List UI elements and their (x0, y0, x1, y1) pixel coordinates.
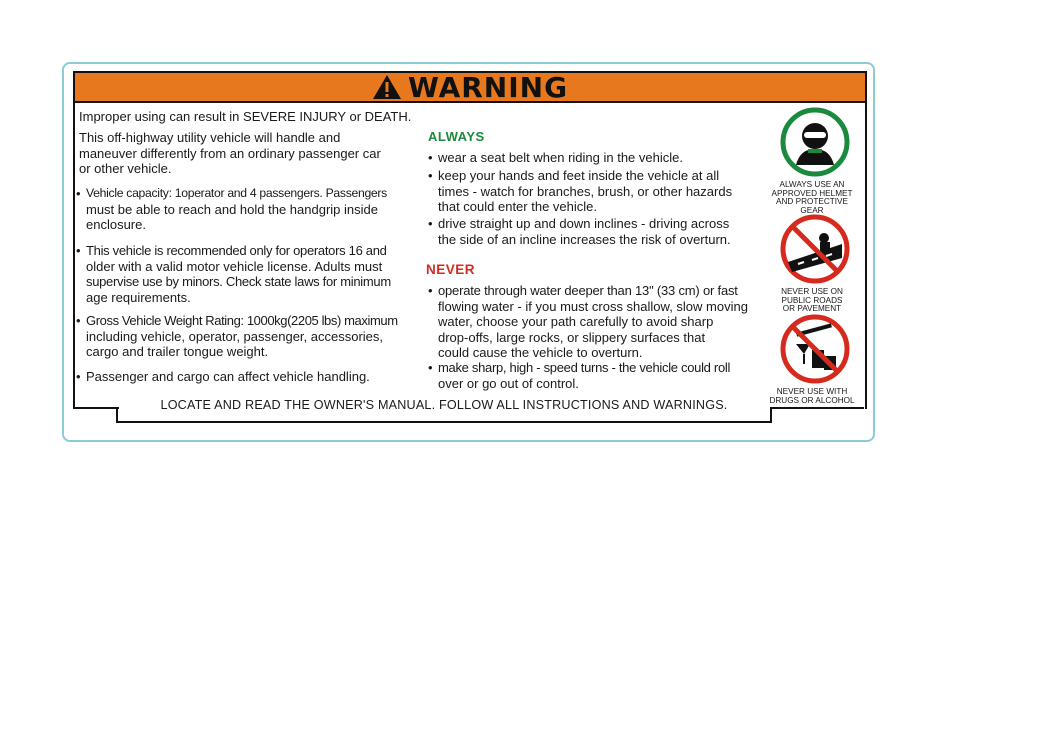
bullet-dot: • (428, 216, 433, 231)
text-line: make sharp, high - speed turns - the vehicle could roll (438, 360, 731, 375)
caption-line: GEAR (800, 205, 824, 215)
text-line: maneuver differently from an ordinary passenger car (79, 145, 381, 161)
bullet-dot: • (76, 243, 81, 258)
warning-banner (73, 71, 867, 103)
text-line: wear a seat belt when riding in the vehicle. (438, 150, 683, 165)
caption-line: NEVER USE ON (781, 287, 843, 296)
never-heading: NEVER (426, 262, 476, 277)
text-line: This vehicle is recommended only for operators 16 and (86, 243, 387, 258)
banner-title: WARNING (407, 70, 569, 104)
text-line: operate through water deeper than 13" (33 cm) or fast (438, 283, 738, 298)
divider (73, 407, 119, 409)
bullet-dot: • (428, 360, 433, 375)
text-line: cargo and trailer tongue weight. (86, 344, 269, 359)
bullet-dot: • (428, 150, 433, 165)
bullet-dot: • (76, 369, 81, 384)
text-line: older with a valid motor vehicle license. Adults must (86, 258, 383, 274)
list-item (428, 216, 783, 247)
bullet-dot: • (428, 168, 433, 183)
bullet-dot: • (76, 186, 81, 201)
text-line: keep your hands and feet inside the vehicle at all (438, 168, 720, 183)
text-line: drive straight up and down inclines - driving across (438, 216, 730, 231)
intro-paragraph (79, 130, 419, 177)
lead-text: Improper using can result in SEVERE INJURY or DEATH. (79, 109, 412, 124)
list-item (428, 150, 783, 166)
list-item (428, 360, 783, 391)
text-line: times - watch for branches, brush, or other hazards (438, 183, 733, 199)
list-item (76, 313, 426, 360)
text-line: flowing water - if you must cross shallow, slow moving (438, 298, 748, 314)
text-line: drop-offs, large rocks, or slippery surfaces that (438, 329, 706, 345)
text-line: enclosure. (86, 217, 146, 232)
helmet-caption (764, 181, 860, 215)
text-line: including vehicle, operator, passenger, accessories, (86, 328, 384, 344)
text-line: must be able to reach and hold the handgrip inside (86, 201, 378, 217)
caption-line: APPROVED HELMET (771, 188, 853, 198)
text-line: over or go out of control. (438, 375, 579, 391)
list-item (76, 369, 426, 385)
footer-instruction: LOCATE AND READ THE OWNER'S MANUAL. FOLLOW ALL INSTRUCTIONS AND WARNINGS. (160, 398, 728, 412)
divider (770, 407, 864, 409)
caption-line: OR PAVEMENT (782, 304, 842, 313)
list-item (76, 186, 426, 233)
caption-line: AND PROTECTIVE (776, 197, 848, 206)
no-drugs-alcohol-icon (780, 314, 850, 384)
always-heading: ALWAYS (428, 129, 485, 144)
text-line: Gross Vehicle Weight Rating: 1000kg(2205 lbs) maximum (86, 313, 398, 328)
text-line: or other vehicle. (79, 161, 172, 176)
caption-line: ALWAYS USE AN (779, 180, 845, 189)
caption-line: DRUGS OR ALCOHOL (769, 395, 855, 405)
text-line: that could enter the vehicle. (438, 199, 597, 214)
no-public-roads-icon (780, 214, 850, 284)
helmet-icon (780, 107, 850, 177)
text-line: the side of an incline increases the risk of overturn. (438, 231, 731, 247)
list-item (76, 243, 426, 305)
text-line: supervise use by minors. Check state laws for minimum (86, 274, 391, 289)
warning-label (62, 62, 875, 442)
text-line: age requirements. (86, 289, 191, 305)
list-item (428, 283, 783, 361)
list-item (428, 168, 783, 215)
text-line: could cause the vehicle to overturn. (438, 345, 643, 360)
no-public-roads-caption (764, 288, 860, 314)
bullet-dot: • (428, 283, 433, 298)
warning-triangle-icon (372, 74, 402, 100)
caption-line: NEVER USE WITH (776, 387, 848, 396)
text-line: Vehicle capacity: 1operator and 4 passengers. Passengers (86, 186, 387, 200)
text-line: water, choose your path carefully to avoid sharp (438, 314, 714, 329)
caption-line: PUBLIC ROADS (781, 295, 843, 305)
no-drugs-caption (764, 388, 860, 405)
text-line: Passenger and cargo can affect vehicle handling. (86, 369, 370, 384)
text-line: This off-highway utility vehicle will handle and (79, 130, 341, 145)
bullet-dot: • (76, 313, 81, 328)
